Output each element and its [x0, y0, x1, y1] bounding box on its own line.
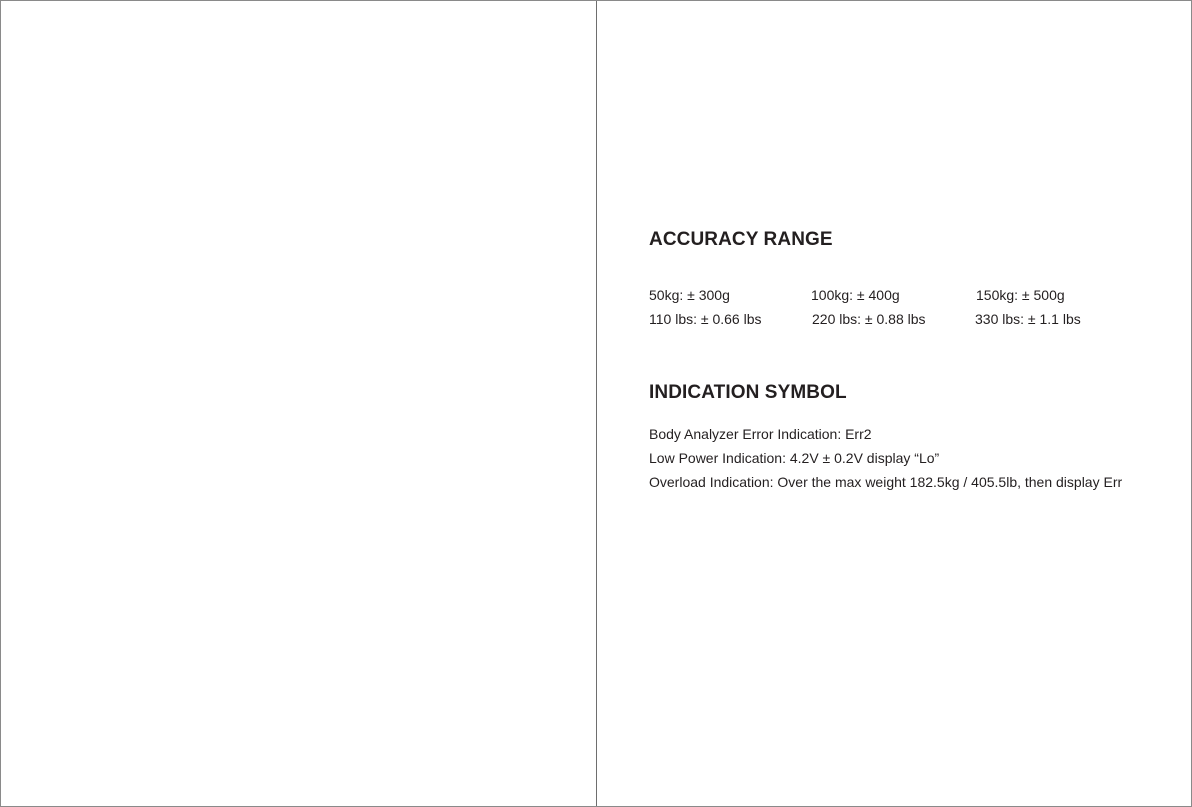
indication-line: Overload Indication: Over the max weight 182.5kg / 405.5lb, then display Err [649, 474, 1123, 490]
accuracy-cell: 150kg: ± 500g [976, 287, 1065, 303]
accuracy-cell: 100kg: ± 400g [811, 287, 900, 303]
indication-line: Body Analyzer Error Indication: Err2 [649, 426, 872, 442]
accuracy-cell: 330 lbs: ± 1.1 lbs [975, 311, 1081, 327]
accuracy-cell: 110 lbs: ± 0.66 lbs [649, 311, 762, 327]
indication-line: Low Power Indication: 4.2V ± 0.2V display “Lo” [649, 450, 940, 466]
right-page [597, 1, 1191, 806]
left-page [1, 1, 596, 806]
accuracy-range-heading: ACCURACY RANGE [649, 229, 833, 250]
indication-symbol-heading: INDICATION SYMBOL [649, 382, 847, 403]
accuracy-cell: 50kg: ± 300g [649, 287, 730, 303]
accuracy-cell: 220 lbs: ± 0.88 lbs [812, 311, 926, 327]
